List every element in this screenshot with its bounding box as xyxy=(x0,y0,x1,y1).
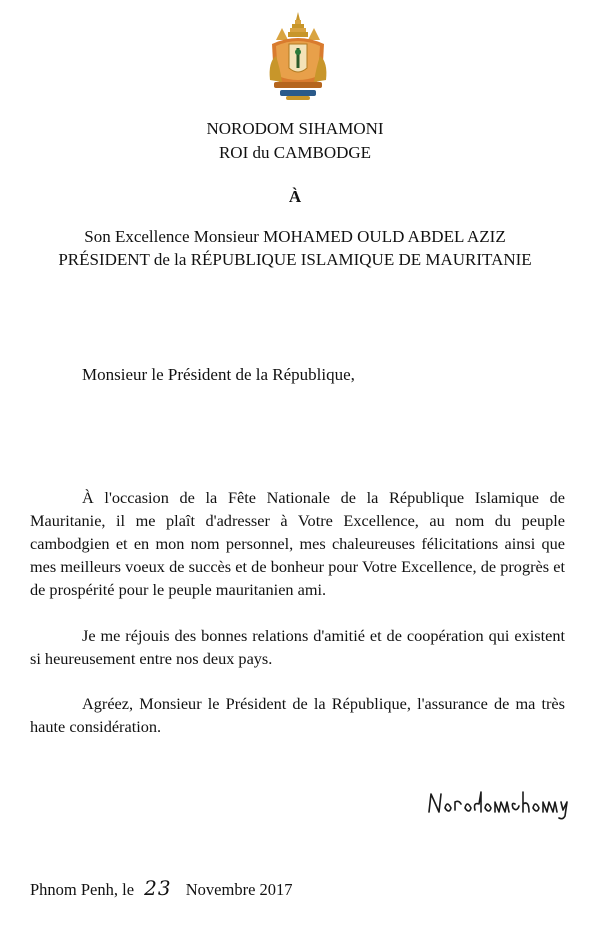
paragraph-congratulations: À l'occasion de la Fête Nationale de la République Islamique de Mauritanie, il me plaît d'adresser à Votre Excellence, au nom du peuple cambodgien et en mon nom personnel, mes chaleureuses félicitations ainsi que mes meilleurs voeux de succès et de bonheur pour Votre Excellence, de progrès et de prospérité pour le peuple mauritanien ami. xyxy=(30,488,565,599)
recipient-title: PRÉSIDENT de la RÉPUBLIQUE ISLAMIQUE DE MAURITANIE xyxy=(58,250,532,269)
date-day-handwritten: 23 xyxy=(144,876,172,900)
paragraph-relations: Je me réjouis des bonnes relations d'amitié et de coopération qui existent si heureusement entre nos deux pays. xyxy=(30,626,565,668)
date-line xyxy=(30,876,293,900)
date-place: Phnom Penh, le xyxy=(30,880,135,899)
salutation: Monsieur le Président de la République, xyxy=(82,365,355,384)
paragraph-closing: Agréez, Monsieur le Président de la République, l'assurance de ma très haute considération. xyxy=(30,694,565,736)
sender-title: ROI du CAMBODGE xyxy=(218,143,372,162)
handwritten-signature xyxy=(425,786,575,822)
royal-crest-icon xyxy=(262,10,334,104)
recipient-name: Son Excellence Monsieur MOHAMED OULD ABDEL AZIZ xyxy=(84,227,506,246)
to-label: À xyxy=(288,187,302,206)
date-month-year: Novembre 2017 xyxy=(185,880,293,899)
sender-name: NORODOM SIHAMONI xyxy=(206,119,384,138)
